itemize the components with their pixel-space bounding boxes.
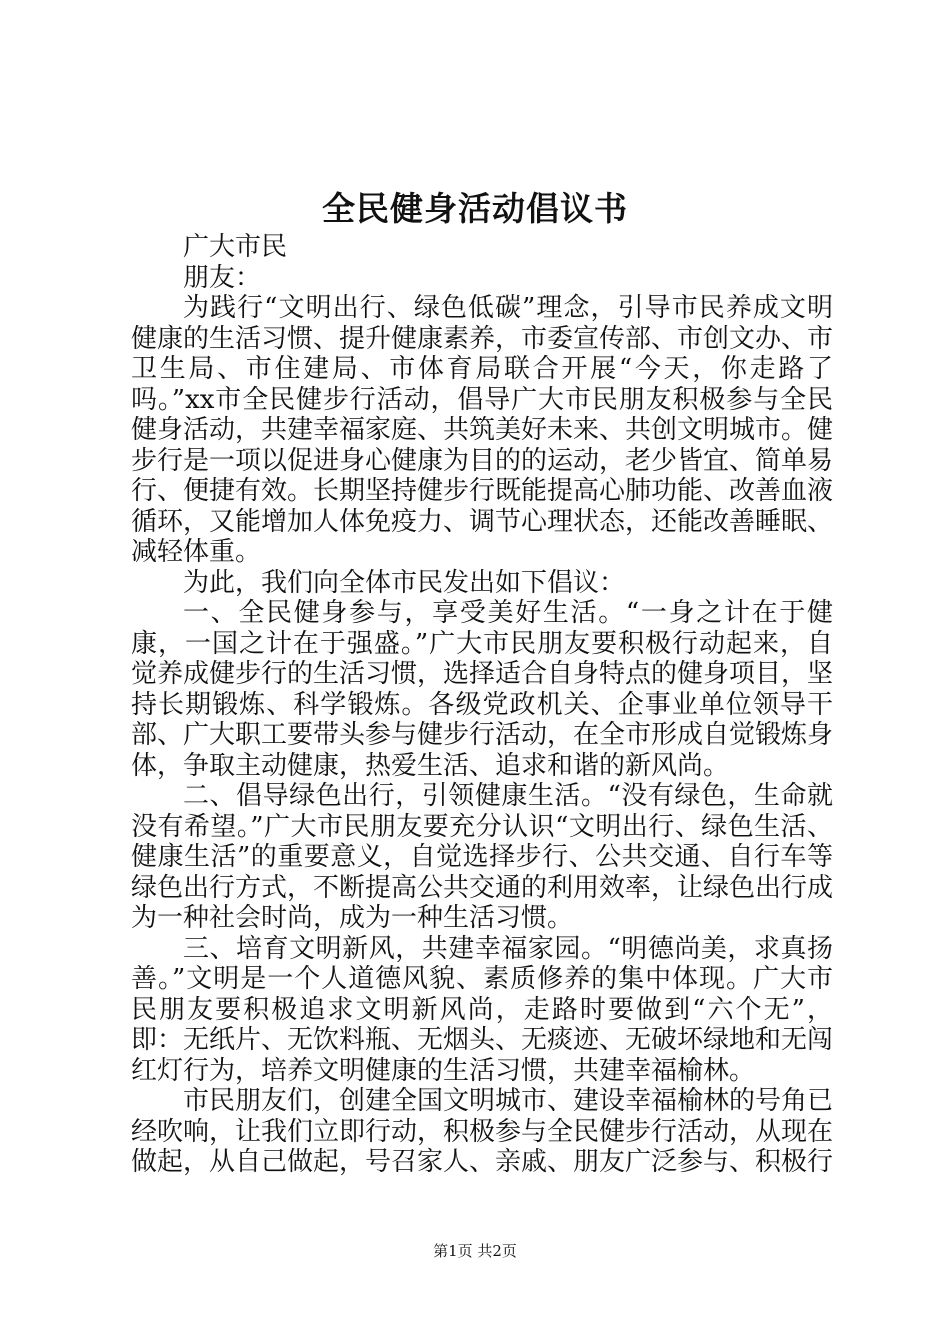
closing-paragraph: 市民朋友们，创建全国文明城市、建设幸福榆林的号角已经吹响，让我们立即行动，积极参与全民健步行活动，从现在做起，从自己做起，号召家人、亲戚、朋友广泛参与、积极行	[131, 1086, 834, 1177]
document-body	[131, 232, 833, 1178]
proposal-one-paragraph: 一、全民健身参与，享受美好生活。“一身之计在于健康，一国之计在于强盛。”广大市民朋友要积极行动起来，自觉养成健步行的生活习惯，选择适合自身特点的健身项目，坚持长期锻炼、科学锻炼。各级党政机关、企事业单位领导干部、广大职工要带头参与健步行活动，在全市形成自觉锻炼身体，争取主动健康，热爱生活、追求和谐的新风尚。	[131, 598, 834, 781]
proposal-lead-paragraph: 为此，我们向全体市民发出如下倡议：	[183, 567, 626, 598]
salutation-line-2: 朋友：	[183, 262, 262, 293]
document-title: 全民健身活动倡议书	[322, 189, 628, 228]
page-footer: 第1页 共2页	[433, 1242, 517, 1260]
intro-paragraph: 为践行“文明出行、绿色低碳”理念，引导市民养成文明健康的生活习惯、提升健康素养，市委宣传部、市创文办、市卫生局、市住建局、市体育局联合开展“今天，你走路了吗。”xx市全民健步行活动，倡导广大市民朋友积极参与全民健身活动，共建幸福家庭、共筑美好未来、共创文明城市。健步行是一项以促进身心健康为目的的运动，老少皆宜、简单易行、便捷有效。长期坚持健步行既能提高心肺功能、改善血液循环，又能增加人体免疫力、调节心理状态，还能改善睡眠、减轻体重。	[131, 293, 834, 567]
salutation-line-1: 广大市民	[183, 232, 288, 262]
proposal-three-paragraph: 三、培育文明新风，共建幸福家园。“明德尚美，求真扬善。”文明是一个人道德风貌、素质修养的集中体现。广大市民朋友要积极追求文明新风尚，走路时要做到“六个无”，即：无纸片、无饮料瓶、无烟头、无痰迹、无破坏绿地和无闯红灯行为，培养文明健康的生活习惯，共建幸福榆林。	[131, 933, 834, 1086]
proposal-two-paragraph: 二、倡导绿色出行，引领健康生活。“没有绿色，生命就没有希望。”广大市民朋友要充分认识“文明出行、绿色生活、健康生活”的重要意义，自觉选择步行、公共交通、自行车等绿色出行方式，不断提高公共交通的利用效率，让绿色出行成为一种社会时尚，成为一种生活习惯。	[131, 781, 834, 933]
